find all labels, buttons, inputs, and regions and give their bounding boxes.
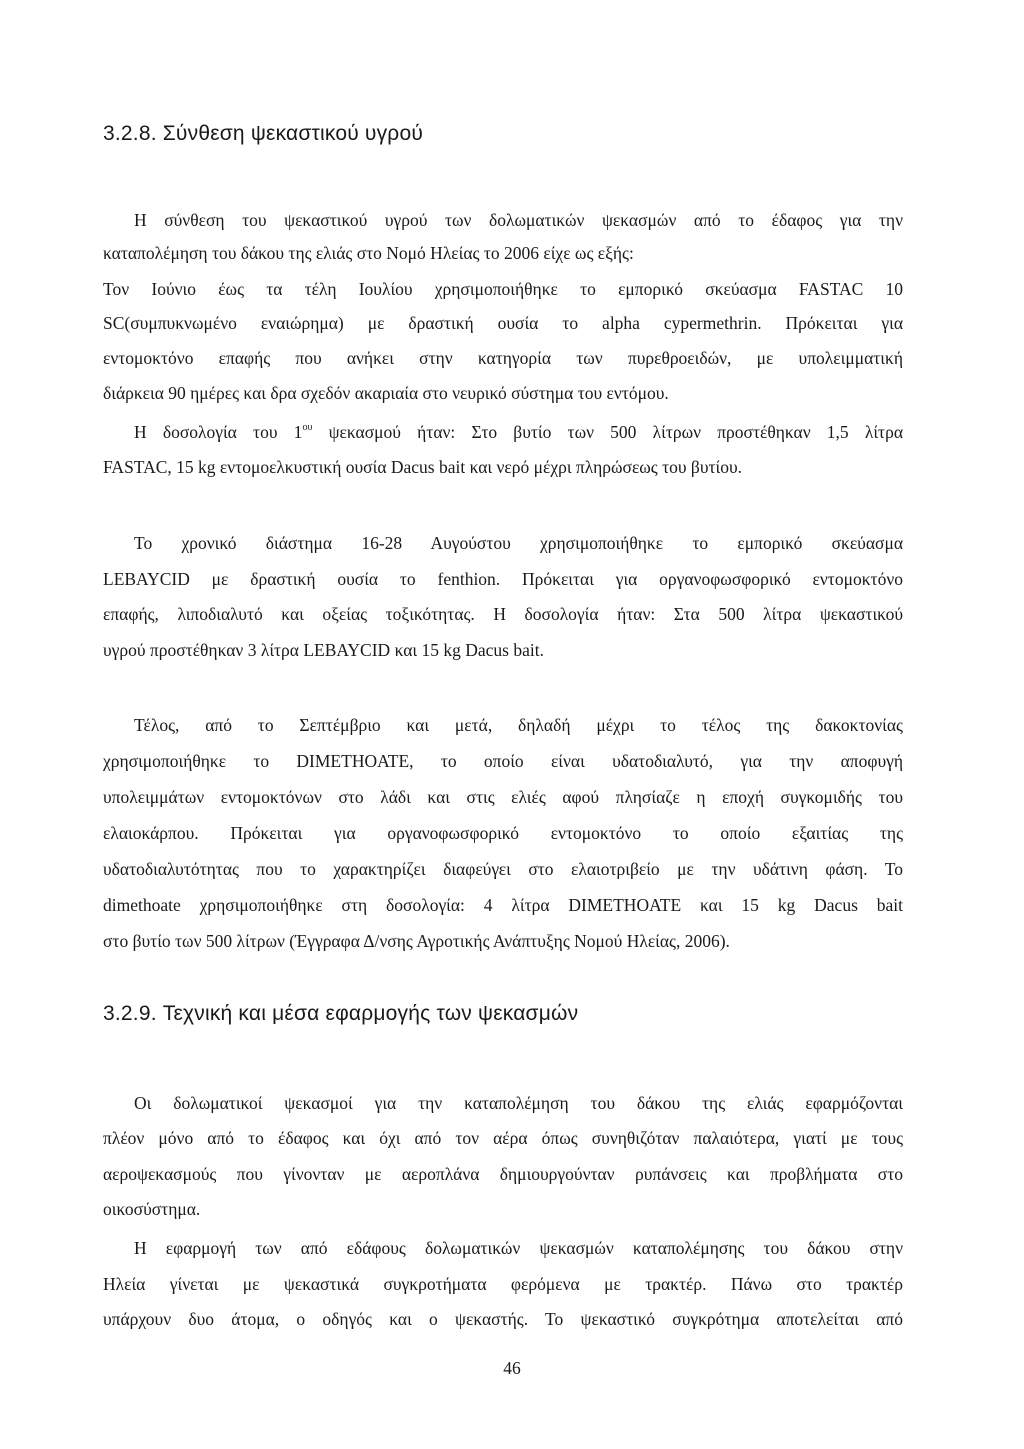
section-heading-3-2-9 — [103, 1002, 578, 1026]
text-line: διάρκεια 90 ημέρες και δρα σχεδόν ακαριαία στο νευρικό σύστημα του εντόμου. — [103, 383, 669, 403]
text-line: Ηλεία γίνεται με ψεκαστικά συγκροτήματα φερόμενα με τρακτέρ. Πάνω στο τρακτέρ — [103, 1274, 903, 1294]
text-line: Οι δολωματικοί ψεκασμοί για την καταπολέμηση του δάκου της ελιάς εφαρμόζονται — [134, 1093, 903, 1113]
text-line: επαφής, λιποδιαλυτό και οξείας τοξικότητας. Η δοσολογία ήταν: Στα 500 λίτρα ψεκαστικού — [103, 604, 903, 624]
text-line: καταπολέμηση του δάκου της ελιάς στο Νομό Ηλείας το 2006 είχε ως εξής: — [103, 243, 634, 263]
page-number: 46 — [503, 1358, 521, 1378]
text-line: υδατοδιαλυτότητας που το χαρακτηρίζει διαφεύγει στο ελαιοτριβείο με την υδάτινη φάση. Το — [103, 859, 903, 879]
text-run: ψεκασμού ήταν: Στο βυτίο των 500 λίτρων προστέθηκαν 1,5 λίτρα — [312, 422, 903, 442]
section-heading-3-2-8 — [103, 122, 423, 146]
text-line: Το χρονικό διάστημα 16-28 Αυγούστου χρησιμοποιήθηκε το εμπορικό σκεύασμα — [134, 533, 903, 553]
text-line: Η σύνθεση του ψεκαστικού υγρού των δολωματικών ψεκασμών από το έδαφος για την — [134, 210, 903, 230]
text-line: εντομοκτόνο επαφής που ανήκει στην κατηγορία των πυρεθροειδών, με υπολειμματική — [103, 348, 903, 368]
text-line: Η εφαρμογή των από εδάφους δολωματικών ψεκασμών καταπολέμησης του δάκου στην — [134, 1238, 903, 1258]
text-line: υπολειμμάτων εντομοκτόνων στο λάδι και στις ελιές αφού πλησίαζε η εποχή συγκομιδής του — [103, 787, 903, 807]
text-run: Η δοσολογία του 1 — [134, 422, 303, 442]
text-line: SC(συμπυκνωμένο εναιώρημα) με δραστική ουσία το alpha cypermethrin. Πρόκειται για — [103, 313, 903, 333]
text-line: Τέλος, από το Σεπτέμβριο και μετά, δηλαδή μέχρι το τέλος της δακοκτονίας — [134, 715, 903, 735]
text-line: οικοσύστημα. — [103, 1199, 201, 1219]
section-number: 3.2.8. — [103, 122, 157, 145]
section-title: Τεχνική και μέσα εφαρμογής των ψεκασμών — [162, 1002, 579, 1025]
text-line: πλέον μόνο από το έδαφος και όχι από τον αέρα όπως συνηθιζόταν παλαιότερα, γιατί με τους — [103, 1128, 903, 1148]
text-line: Τον Ιούνιο έως τα τέλη Ιουλίου χρησιμοποιήθηκε το εμπορικό σκεύασμα FASTAC 10 — [103, 279, 903, 299]
text-line: υγρού προστέθηκαν 3 λίτρα LEBAYCID και 15 kg Dacus bait. — [103, 640, 544, 660]
text-line: αεροψεκασμούς που γίνονταν με αεροπλάνα δημιουργούνταν ρυπάνσεις και προβλήματα στο — [103, 1164, 903, 1184]
section-title: Σύνθεση ψεκαστικού υγρού — [162, 122, 424, 145]
text-line: LEBAYCID με δραστική ουσία το fenthion. Πρόκειται για οργανοφωσφορικό εντομοκτόνο — [103, 569, 903, 589]
text-line: στο βυτίο των 500 λίτρων (Έγγραφα Δ/νσης Αγροτικής Ανάπτυξης Νομού Ηλείας, 2006). — [103, 931, 730, 951]
text-line: ελαιοκάρπου. Πρόκειται για οργανοφωσφορικό εντομοκτόνο το οποίο εξαιτίας της — [103, 823, 903, 843]
section-number: 3.2.9. — [103, 1002, 157, 1025]
text-line — [134, 424, 903, 442]
superscript: ου — [302, 422, 313, 433]
text-line: dimethoate χρησιμοποιήθηκε στη δοσολογία: 4 λίτρα DIMETHOATE και 15 kg Dacus bait — [103, 895, 903, 915]
text-line: FASTAC, 15 kg εντομοελκυστική ουσία Dacus bait και νερό μέχρι πληρώσεως του βυτίου. — [103, 457, 743, 477]
text-line: χρησιμοποιήθηκε το DIMETHOATE, το οποίο είναι υδατοδιαλυτό, για την αποφυγή — [103, 751, 903, 771]
text-line: υπάρχουν δυο άτομα, ο οδηγός και ο ψεκαστής. Το ψεκαστικό συγκρότημα αποτελείται από — [103, 1309, 903, 1329]
